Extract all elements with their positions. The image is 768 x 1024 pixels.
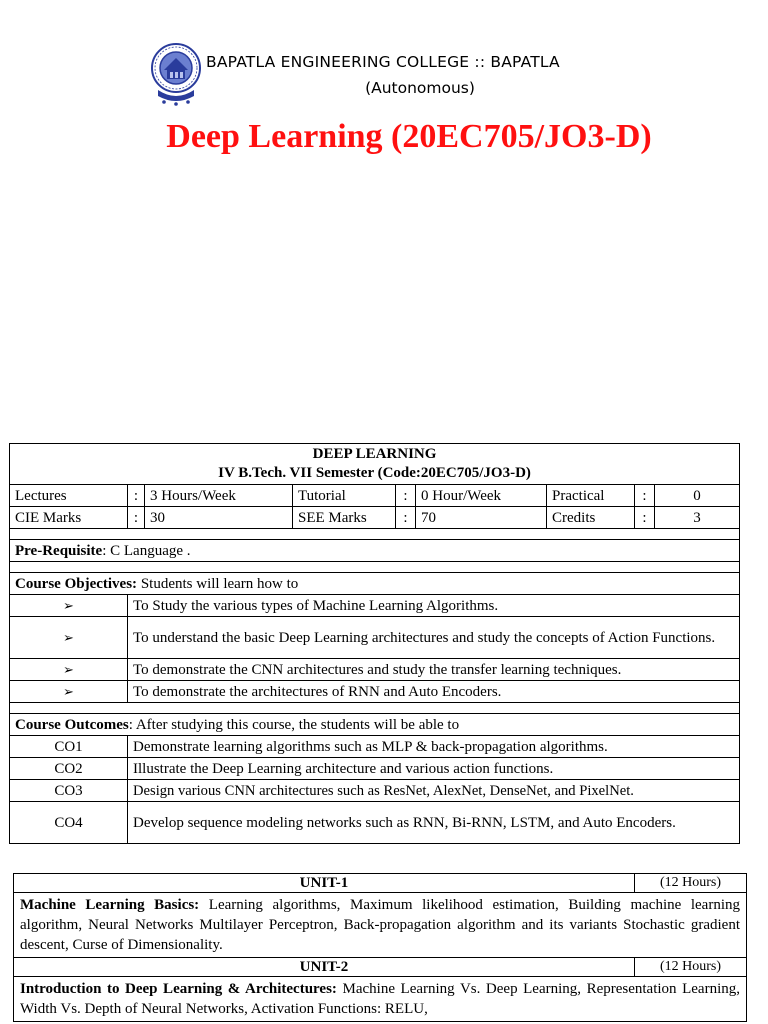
prerequisite-label: Pre-Requisite bbox=[15, 542, 103, 559]
prerequisite-value: : C Language . bbox=[102, 542, 191, 559]
unit-text: Learning algorithms, Maximum likelihood estimation, Building machine learning algorithm, Neural Networks Multilayer Perceptron, Back-propagation algorithm and its variants Stochastic gradient descent, Curse of Dimensionality. bbox=[20, 897, 741, 953]
credits-value: 3 bbox=[655, 507, 740, 529]
outcome-row bbox=[10, 736, 740, 758]
colon-separator: : bbox=[128, 507, 145, 529]
unit-hours: (12 Hours) bbox=[635, 874, 747, 893]
unit-content-row bbox=[14, 977, 747, 1022]
colon-separator: : bbox=[396, 485, 416, 507]
prerequisite-row bbox=[10, 540, 740, 562]
objective-text: To demonstrate the architectures of RNN and Auto Encoders. bbox=[128, 681, 740, 703]
objectives-header-row bbox=[10, 573, 740, 595]
practical-value: 0 bbox=[655, 485, 740, 507]
units-table bbox=[13, 873, 747, 1022]
course-title: Deep Learning (20EC705/JO3-D) bbox=[166, 118, 652, 155]
unit-hours: (12 Hours) bbox=[635, 958, 747, 977]
outcome-code: CO3 bbox=[10, 780, 128, 802]
syllabus-table bbox=[9, 443, 740, 844]
autonomous-label: (Autonomous) bbox=[365, 79, 475, 97]
colon-separator: : bbox=[396, 507, 416, 529]
objective-text: To understand the basic Deep Learning architectures and study the concepts of Action Functions. bbox=[128, 617, 740, 659]
outcome-row bbox=[10, 758, 740, 780]
outcome-row bbox=[10, 780, 740, 802]
unit-header-row bbox=[14, 874, 747, 893]
tutorial-label: Tutorial bbox=[293, 485, 396, 507]
outcome-text: Demonstrate learning algorithms such as MLP & back-propagation algorithms. bbox=[128, 736, 740, 758]
hours-row bbox=[10, 485, 740, 507]
marks-row bbox=[10, 507, 740, 529]
college-name: BAPATLA ENGINEERING COLLEGE :: BAPATLA bbox=[206, 53, 560, 71]
outcome-code: CO1 bbox=[10, 736, 128, 758]
syllabus-title-row bbox=[10, 444, 740, 485]
objective-row bbox=[10, 617, 740, 659]
unit-title: UNIT-2 bbox=[14, 958, 635, 977]
arrow-bullet-icon: ➢ bbox=[10, 659, 128, 681]
unit-heading: Introduction to Deep Learning & Architectures: bbox=[20, 981, 337, 997]
unit-text: Machine Learning Vs. Deep Learning, Representation Learning, Width Vs. Depth of Neural Networks, Activation Functions: RELU, bbox=[20, 981, 740, 1017]
tutorial-value: 0 Hour/Week bbox=[416, 485, 547, 507]
see-value: 70 bbox=[416, 507, 547, 529]
unit-header-row bbox=[14, 958, 747, 977]
lectures-label: Lectures bbox=[10, 485, 128, 507]
outcome-text: Develop sequence modeling networks such as RNN, Bi-RNN, LSTM, and Auto Encoders. bbox=[128, 802, 740, 844]
outcomes-label: Course Outcomes bbox=[15, 716, 129, 733]
credits-label: Credits bbox=[547, 507, 635, 529]
practical-label: Practical bbox=[547, 485, 635, 507]
outcome-row bbox=[10, 802, 740, 844]
arrow-bullet-icon: ➢ bbox=[10, 617, 128, 659]
syllabus-title: DEEP LEARNING bbox=[312, 446, 437, 462]
lectures-value: 3 Hours/Week bbox=[145, 485, 293, 507]
cie-value: 30 bbox=[145, 507, 293, 529]
outcome-code: CO4 bbox=[10, 802, 128, 844]
document-header bbox=[0, 38, 768, 158]
see-label: SEE Marks bbox=[293, 507, 396, 529]
objective-row bbox=[10, 681, 740, 703]
outcome-text: Design various CNN architectures such as ResNet, AlexNet, DenseNet, and PixelNet. bbox=[128, 780, 740, 802]
unit-heading: Machine Learning Basics: bbox=[20, 897, 200, 913]
cie-label: CIE Marks bbox=[10, 507, 128, 529]
arrow-bullet-icon: ➢ bbox=[10, 595, 128, 617]
unit-content-row bbox=[14, 893, 747, 958]
objective-text: To Study the various types of Machine Learning Algorithms. bbox=[128, 595, 740, 617]
colon-separator: : bbox=[635, 507, 655, 529]
objective-row bbox=[10, 659, 740, 681]
spacer-row bbox=[10, 562, 740, 573]
outcomes-intro: : After studying this course, the students will be able to bbox=[128, 716, 460, 733]
colon-separator: : bbox=[128, 485, 145, 507]
arrow-bullet-icon: ➢ bbox=[10, 681, 128, 703]
objectives-intro: Students will learn how to bbox=[137, 575, 299, 592]
objective-text: To demonstrate the CNN architectures and study the transfer learning techniques. bbox=[128, 659, 740, 681]
outcome-code: CO2 bbox=[10, 758, 128, 780]
spacer-row bbox=[10, 703, 740, 714]
unit-title: UNIT-1 bbox=[14, 874, 635, 893]
outcome-text: Illustrate the Deep Learning architecture and various action functions. bbox=[128, 758, 740, 780]
outcomes-header-row bbox=[10, 714, 740, 736]
syllabus-subtitle: IV B.Tech. VII Semester (Code:20EC705/JO3-D) bbox=[218, 465, 531, 481]
spacer-row bbox=[10, 529, 740, 540]
colon-separator: : bbox=[635, 485, 655, 507]
objective-row bbox=[10, 595, 740, 617]
objectives-label: Course Objectives: bbox=[15, 575, 138, 592]
